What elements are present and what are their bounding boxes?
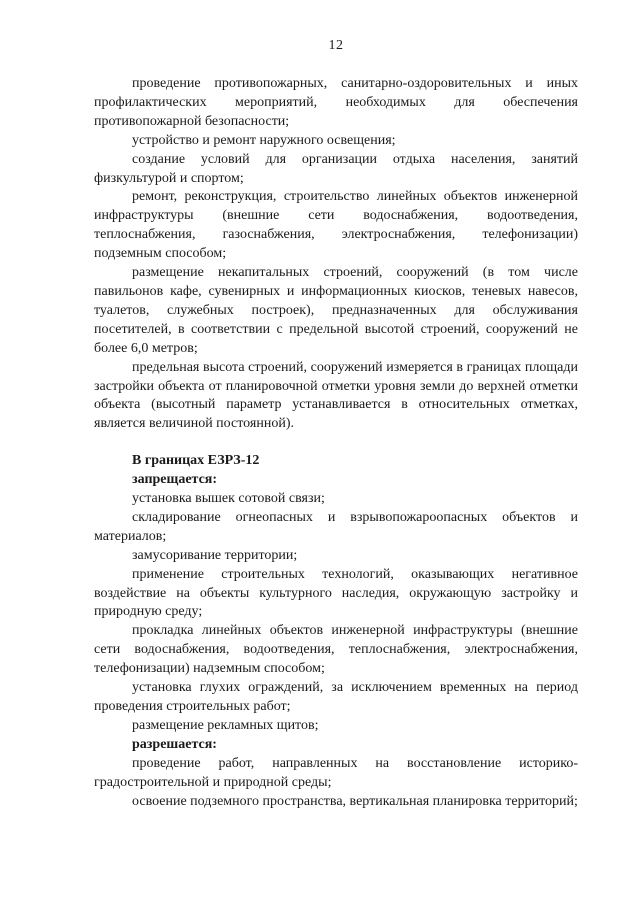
- prohibited-item: замусоривание территории;: [132, 547, 298, 563]
- prohibited-item: размещение рекламных щитов;: [132, 717, 319, 733]
- paragraph: ремонт, реконструкция, строительство линейных объектов инженерной инфраструктуры (внешние сети водоснабжения, водоотведения, теплоснабжения, газоснабжения, электроснабжения, телефонизации) подземным способом;: [94, 189, 578, 262]
- document-body: [94, 75, 578, 811]
- prohibited-item: установка вышек сотовой связи;: [132, 491, 325, 507]
- paragraph: устройство и ремонт наружного освещения;: [132, 132, 396, 148]
- allowed-item: проведение работ, направленных на восстановление историко-градостроительной и природной среды;: [94, 755, 578, 790]
- page-number: 12: [328, 38, 344, 53]
- prohibited-item: применение строительных технологий, оказывающих негативное воздействие на объекты культурного наследия, окружающую застройку и природную среду;: [94, 566, 578, 620]
- prohibited-item: складирование огнеопасных и взрывопожароопасных объектов и материалов;: [94, 509, 578, 544]
- section-spacer: [94, 434, 578, 452]
- allowed-label: разрешается:: [132, 736, 217, 752]
- section-heading: В границах ЕЗРЗ-12: [132, 453, 260, 469]
- paragraph: создание условий для организации отдыха населения, занятий физкультурой и спортом;: [94, 151, 578, 186]
- paragraph: проведение противопожарных, санитарно-оздоровительных и иных профилактических мероприятий, необходимых для обеспечения противопожарной безопасности;: [94, 76, 578, 129]
- allowed-item: освоение подземного пространства, вертикальная планировка территорий;: [132, 793, 578, 809]
- prohibited-label: запрещается:: [132, 472, 218, 488]
- prohibited-item: установка глухих ограждений, за исключением временных на период проведения строительных работ;: [94, 680, 578, 714]
- paragraph: предельная высота строений, сооружений измеряется в границах площади застройки объекта от планировочной отметки уровня земли до верхней отметки объекта (высотный параметр устанавливается в относительных отметках, является величиной постоянной).: [94, 359, 578, 432]
- paragraph: размещение некапитальных строений, сооружений (в том числе павильонов кафе, сувенирных и информационных киосков, теневых навесов, туалетов, служебных построек), предназначенных для обслуживания посетителей, в соответствии с предельной высотой строений, сооружений не более 6,0 метров;: [94, 265, 578, 356]
- prohibited-item: прокладка линейных объектов инженерной инфраструктуры (внешние сети водоснабжения, водоотведения, теплоснабжения, электроснабжения, телефонизации) надземным способом;: [94, 623, 578, 677]
